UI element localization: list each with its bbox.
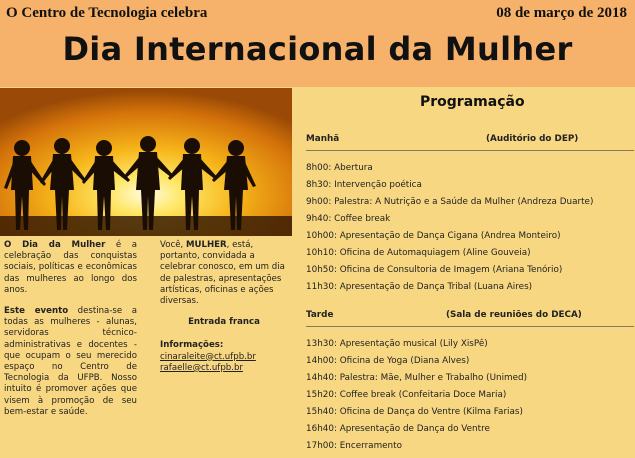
- organizer-text: O Centro de Tecnologia celebra: [6, 5, 208, 21]
- schedule-item: 13h30: Apresentação musical (Lily XisPê): [306, 339, 488, 349]
- morning-location: (Auditório do DEP): [486, 134, 579, 144]
- divider: [306, 326, 634, 327]
- invitation-paragraph: [160, 240, 288, 307]
- email-link-2[interactable]: rafaelle@ct.ufpb.br: [160, 362, 243, 373]
- schedule-item: 11h30: Apresentação de Dança Tribal (Luana Aires): [306, 282, 533, 292]
- about-text: [4, 240, 137, 428]
- morning-label: Manhã: [306, 134, 340, 144]
- about-paragraph-1: [4, 240, 137, 296]
- invitation-bold: MULHER: [185, 240, 227, 250]
- email-link-1[interactable]: cinaraleite@ct.ufpb.br: [160, 351, 256, 362]
- about-bold-2: Este evento: [4, 306, 69, 317]
- contact-info: [160, 340, 288, 374]
- about-paragraph-2: [4, 306, 137, 418]
- afternoon-label: Tarde: [306, 310, 334, 320]
- schedule-item: 14h00: Oficina de Yoga (Diana Alves): [306, 356, 470, 366]
- schedule-item: 17h00: Encerramento: [306, 441, 402, 451]
- header-band: [0, 0, 635, 87]
- about-text-2: destina-se a todas as mulheres - alunas, servidoras técnico-administrativas e docentes - que ocupam o seu merecido espaço no Centro de Tecnologia da UFPB. Nosso intuito é promover ações que visem à promoção de seu bem-estar e saúde.: [4, 306, 137, 417]
- about-text-1: é a celebração das conquistas sociais, políticas e econômicas das mulheres ao longo dos anos.: [4, 240, 137, 295]
- divider: [306, 150, 634, 151]
- schedule-item: 10h50: Oficina de Consultoria de Imagem (Ariana Tenório): [306, 265, 563, 275]
- invitation-pre: Você,: [160, 240, 186, 250]
- schedule-item: 14h40: Palestra: Mãe, Mulher e Trabalho (Unimed): [306, 373, 528, 383]
- page-title: Dia Internacional da Mulher: [62, 30, 573, 68]
- about-bold-1: O Dia da Mulher: [4, 240, 106, 250]
- invitation-rest: , está, portanto, convidada a celebrar conosco, em um dia de palestras, apresentações artísticas, oficinas e ações diversas.: [160, 240, 285, 307]
- afternoon-location: (Sala de reuniões do DECA): [446, 310, 582, 320]
- schedule-item: 9h40: Coffee break: [306, 214, 391, 224]
- info-label: Informações:: [160, 340, 224, 351]
- schedule-item: 8h00: Abertura: [306, 163, 373, 173]
- women-silhouettes-sunset-photo: [0, 88, 292, 236]
- schedule-item: 16h40: Apresentação de Dança do Ventre: [306, 424, 490, 434]
- invitation-text: [160, 240, 288, 374]
- schedule-item: 10h10: Oficina de Automaquiagem (Aline Gouveia): [306, 248, 531, 258]
- schedule-item: 15h20: Coffee break (Confeitaria Doce Maria): [306, 390, 507, 400]
- free-entry-label: Entrada franca: [188, 317, 260, 328]
- schedule-item: 10h00: Apresentação de Dança Cigana (Andrea Monteiro): [306, 231, 561, 241]
- schedule-item: 15h40: Oficina de Dança do Ventre (Kilma Farias): [306, 407, 523, 417]
- schedule-item: 9h00: Palestra: A Nutrição e a Saúde da Mulher (Andreza Duarte): [306, 197, 594, 207]
- schedule-item: 8h30: Intervenção poética: [306, 180, 422, 190]
- event-date: 08 de março de 2018: [496, 5, 627, 21]
- schedule-title: Programação: [420, 94, 525, 110]
